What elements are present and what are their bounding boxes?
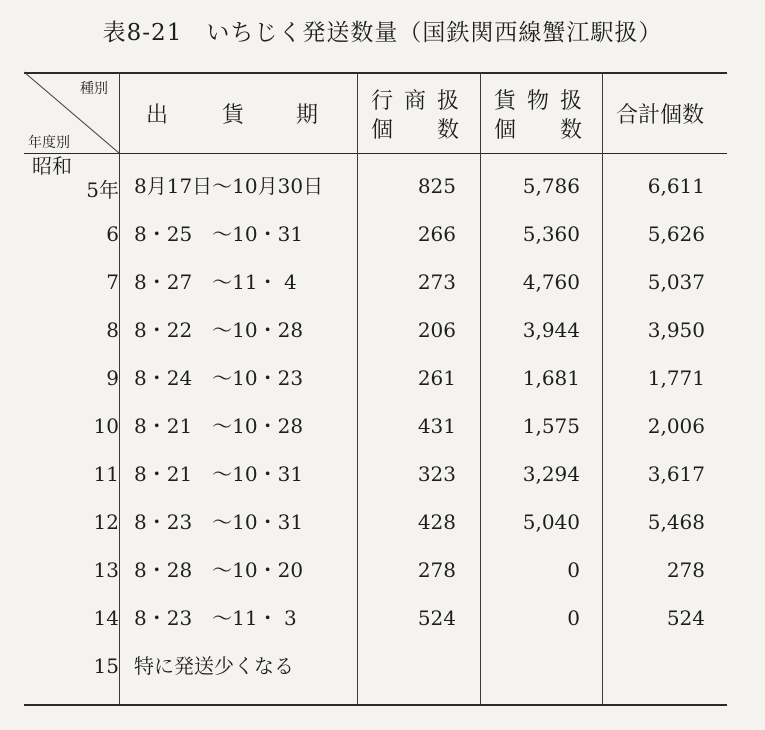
period-cell: 8・27 〜11・ 4 xyxy=(134,270,297,294)
table-row xyxy=(24,210,727,258)
period-cell: 8・24 〜10・23 xyxy=(134,366,304,390)
kamotsu-count-cell: 5,040 xyxy=(522,510,580,534)
header-kamotsu-1: 貨 xyxy=(494,89,517,114)
period-cell: 特に発送少くなる xyxy=(134,654,294,678)
total-count-cell: 3,950 xyxy=(647,318,705,342)
table-bottom-rule xyxy=(24,704,727,706)
header-gyosho-1: 行 xyxy=(371,89,394,114)
table-row xyxy=(24,162,727,210)
gyosho-count-cell: 206 xyxy=(417,318,456,342)
header-total: 合計個数 xyxy=(616,103,705,128)
year-cell xyxy=(24,162,119,210)
gyosho-count-cell: 278 xyxy=(417,558,456,582)
kamotsu-count-cell xyxy=(482,642,580,690)
table-row xyxy=(24,258,727,306)
gyosho-count-cell: 524 xyxy=(417,606,456,630)
total-count-cell: 1,771 xyxy=(647,366,705,390)
table-row xyxy=(24,306,727,354)
kamotsu-count-cell: 0 xyxy=(567,606,580,630)
table-row xyxy=(24,354,727,402)
total-count-cell: 6,611 xyxy=(647,174,705,198)
table-row xyxy=(24,402,727,450)
gyosho-count-cell: 825 xyxy=(417,174,456,198)
shipment-table xyxy=(24,70,727,706)
total-count-cell: 2,006 xyxy=(647,414,705,438)
table-row xyxy=(24,594,727,642)
year-cell: 8 xyxy=(106,318,119,342)
total-count-cell: 5,626 xyxy=(647,222,705,246)
kamotsu-count-cell: 0 xyxy=(567,558,580,582)
gyosho-count-cell: 428 xyxy=(417,510,456,534)
kamotsu-count-cell: 4,760 xyxy=(522,270,580,294)
gyosho-count-cell: 266 xyxy=(417,222,456,246)
period-cell: 8・21 〜10・31 xyxy=(134,462,304,486)
kamotsu-count-cell: 1,575 xyxy=(522,414,580,438)
year-cell: 7 xyxy=(106,270,119,294)
kamotsu-count-cell: 1,681 xyxy=(522,366,580,390)
table-row xyxy=(24,546,727,594)
year-cell: 11 xyxy=(93,462,119,486)
header-kamotsu-5: 数 xyxy=(560,118,583,143)
total-count-cell: 3,617 xyxy=(647,462,705,486)
first-year-label: 5年 xyxy=(86,178,119,202)
gyosho-count-cell: 323 xyxy=(417,462,456,486)
table-row xyxy=(24,450,727,498)
header-kamotsu-3: 扱 xyxy=(560,89,583,114)
table-row xyxy=(24,498,727,546)
year-cell: 15 xyxy=(93,654,119,678)
kamotsu-count-cell: 5,360 xyxy=(522,222,580,246)
total-count-cell: 5,037 xyxy=(647,270,705,294)
header-bottom-rule xyxy=(24,153,727,154)
gyosho-count-cell xyxy=(359,642,456,690)
header-gyosho-5: 数 xyxy=(437,118,460,143)
year-cell: 14 xyxy=(93,606,119,630)
period-cell: 8・25 〜10・31 xyxy=(134,222,304,246)
header-period-2: 貨 xyxy=(222,103,245,128)
header-kamotsu-4: 個 xyxy=(494,118,517,143)
table-title: 表8-21 いちじく発送数量（国鉄関西線蟹江駅扱） xyxy=(102,20,663,46)
period-cell: 8・23 〜10・31 xyxy=(134,510,304,534)
year-cell: 12 xyxy=(93,510,119,534)
gyosho-count-cell: 431 xyxy=(417,414,456,438)
header-gyosho-3: 扱 xyxy=(437,89,460,114)
corner-label-type: 種別 xyxy=(80,81,108,97)
header-kamotsu-2: 物 xyxy=(527,89,550,114)
period-cell: 8・22 〜10・28 xyxy=(134,318,304,342)
year-cell: 9 xyxy=(106,366,119,390)
kamotsu-count-cell: 3,294 xyxy=(522,462,580,486)
total-count-cell: 278 xyxy=(666,558,705,582)
kamotsu-count-cell: 3,944 xyxy=(522,318,580,342)
period-cell: 8・21 〜10・28 xyxy=(134,414,304,438)
corner-label-year: 年度別 xyxy=(28,135,70,151)
header-gyosho-2: 商 xyxy=(404,89,427,114)
period-cell: 8月17日〜10月30日 xyxy=(134,174,324,198)
table-top-rule xyxy=(24,72,727,74)
header-period-3: 期 xyxy=(296,103,319,128)
gyosho-count-cell: 273 xyxy=(417,270,456,294)
year-cell: 10 xyxy=(93,414,119,438)
period-cell: 8・28 〜10・20 xyxy=(134,558,304,582)
total-count-cell: 524 xyxy=(666,606,705,630)
kamotsu-count-cell: 5,786 xyxy=(522,174,580,198)
total-count-cell: 5,468 xyxy=(647,510,705,534)
header-gyosho-4: 個 xyxy=(371,118,394,143)
gyosho-count-cell: 261 xyxy=(417,366,456,390)
era-label: 昭和 xyxy=(32,154,72,178)
total-count-cell xyxy=(604,642,705,690)
table-row xyxy=(24,642,727,690)
year-cell: 13 xyxy=(93,558,119,582)
header-period-1: 出 xyxy=(146,103,169,128)
period-cell: 8・23 〜11・ 3 xyxy=(134,606,297,630)
year-cell: 6 xyxy=(106,222,119,246)
